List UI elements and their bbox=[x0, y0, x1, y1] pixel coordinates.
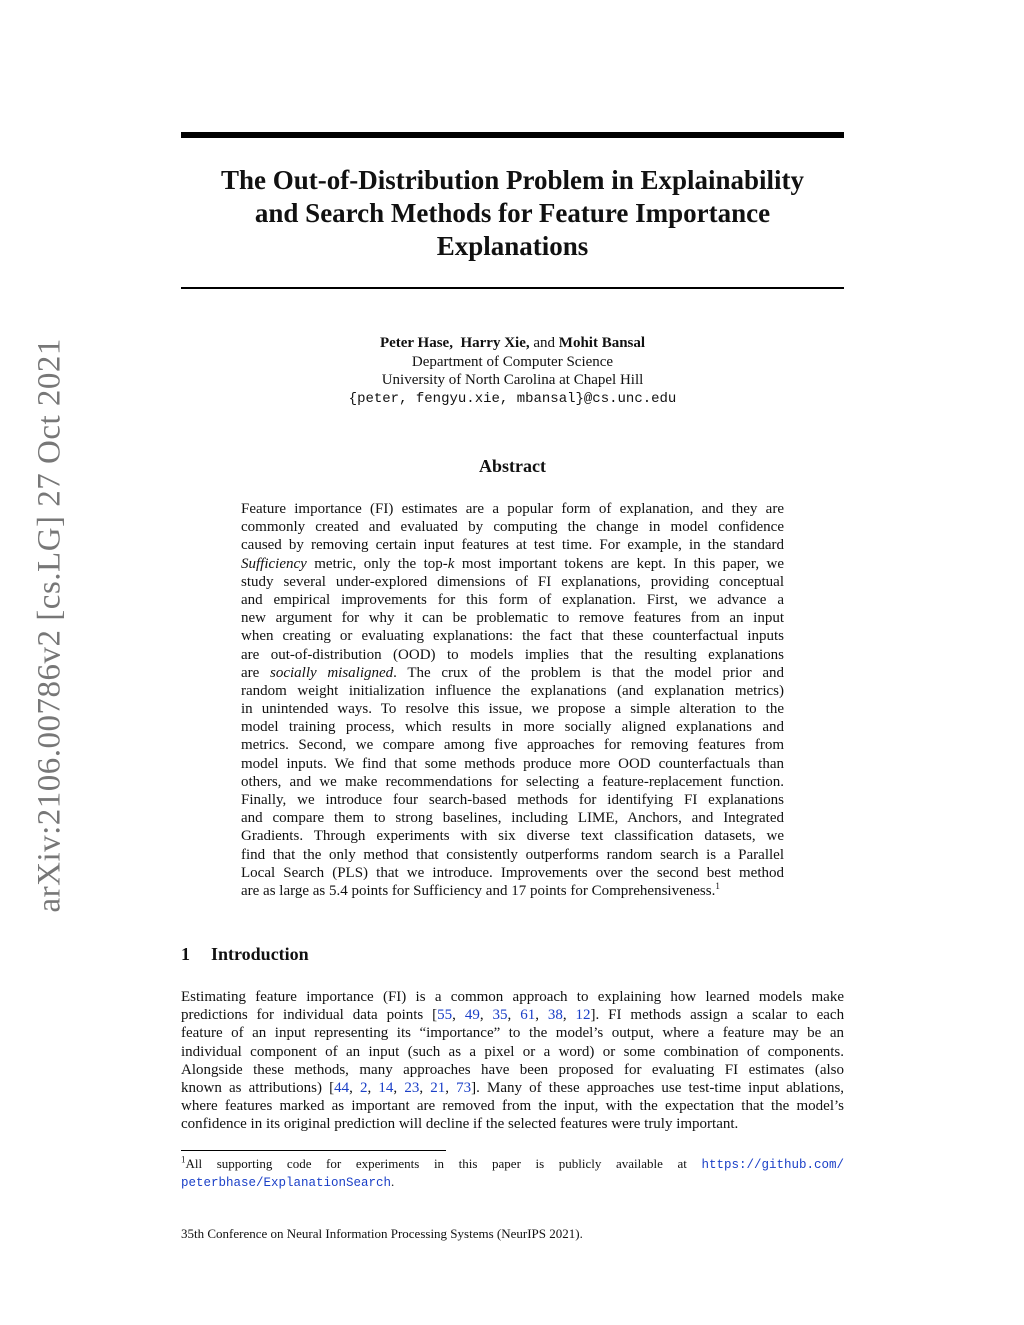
abstract-line: and compare them to strong baselines, including LIME, Anchors, and Integrated bbox=[241, 810, 784, 827]
footnote-line bbox=[181, 1156, 844, 1174]
author-name: Peter Hase, bbox=[379, 335, 453, 351]
title-bottom-rule bbox=[181, 287, 844, 289]
abstract-line: others, and we make recommendations for selecting a feature-replacement function. bbox=[241, 773, 784, 790]
abstract-last-text: are as large as 5.4 points for Sufficiency and 17 points for Comprehensiveness. bbox=[241, 882, 716, 899]
intro-line: individual component of an input (such as a pixel or a word) or some combination of components. bbox=[181, 1043, 844, 1060]
abstract-line: Sufficiency metric, only the top-k most important tokens are kept. In this paper, we bbox=[241, 555, 784, 572]
intro-line: Estimating feature importance (FI) is a common approach to explaining how learned models make bbox=[181, 989, 844, 1005]
title-line: and Search Methods for Feature Importance bbox=[254, 198, 771, 228]
arxiv-stamp: arXiv:2106.00786v2 [cs.LG] 27 Oct 2021 bbox=[31, 338, 68, 913]
abstract-line: new argument for why it can be problematic to remove features from an input bbox=[241, 610, 784, 627]
abstract-line: when creating or evaluating explanations: the fact that these counterfactual inputs bbox=[241, 628, 784, 645]
intro-line: Alongside these methods, many approaches have been proposed for evaluating FI estimates (also bbox=[181, 1061, 844, 1078]
abstract-line: study several under-explored dimensions of FI explanations, providing conceptual bbox=[241, 573, 784, 590]
abstract-line: in unintended ways. To resolve this issue, we propose a simple alteration to the bbox=[241, 701, 784, 718]
title-top-rule bbox=[181, 132, 844, 138]
abstract-line bbox=[241, 882, 784, 900]
abstract-line: find that the only method that consistently outperforms random search is a Parallel bbox=[241, 846, 784, 863]
author-name: Harry Xie, bbox=[460, 335, 530, 351]
footnote-link[interactable]: https://github.com/ bbox=[701, 1158, 845, 1172]
abstract-line: and empirical improvements for this form of explanation. First, we advance a bbox=[241, 591, 784, 608]
title-line: The Out-of-Distribution Problem in Explainability bbox=[220, 165, 805, 195]
abstract-body bbox=[241, 500, 784, 900]
abstract-line: commonly created and evaluated by computing the change in model confidence bbox=[241, 519, 784, 536]
abstract-line: Finally, we introduce four search-based methods for identifying FI explanations bbox=[241, 792, 784, 808]
footnote-link[interactable]: peterbhase/ExplanationSearch bbox=[181, 1176, 392, 1191]
abstract-line: Gradients. Through experiments with six diverse text classification datasets, we bbox=[241, 828, 784, 845]
abstract-heading: Abstract bbox=[479, 456, 546, 476]
intro-line: where features marked as important are removed from the input, with the expectation that the model’s bbox=[181, 1098, 844, 1115]
section-number: 1 bbox=[181, 944, 190, 964]
footnote-ref[interactable]: 1 bbox=[715, 880, 720, 891]
abstract-line: Feature importance (FI) estimates are a popular form of explanation, and they are bbox=[241, 501, 784, 517]
paper-title bbox=[181, 164, 844, 263]
footnote-end: . bbox=[391, 1174, 395, 1190]
intro-line: known as attributions) [44, 2, 14, 23, 21, 73]. Many of these approaches use test-time input ablations, bbox=[181, 1079, 845, 1096]
abstract-line: model training process, which results in more socially aligned explanations and bbox=[241, 719, 784, 736]
section-heading bbox=[181, 944, 309, 965]
author-name: Mohit Bansal bbox=[558, 335, 646, 351]
section-title: Introduction bbox=[211, 944, 309, 964]
abstract-line: metrics. Second, we compare among five approaches for removing features from bbox=[241, 737, 784, 754]
footnote bbox=[181, 1156, 844, 1192]
footnote-mark: 1 bbox=[181, 1154, 186, 1165]
author-block bbox=[181, 334, 844, 408]
intro-line: predictions for individual data points [55, 49, 35, 61, 38, 12]. FI methods assign a scalar to each bbox=[181, 1007, 845, 1024]
footnote-line bbox=[181, 1174, 844, 1192]
intro-line: confidence in its original prediction will decline if the selected features were truly important. bbox=[181, 1116, 739, 1133]
abstract-line: model inputs. We find that some methods produce more OOD counterfactuals than bbox=[241, 755, 784, 772]
footnote-text: All supporting code for experiments in this paper is publicly available at bbox=[185, 1156, 687, 1171]
abstract-line: are socially misaligned. The crux of the problem is that the model prior and bbox=[241, 664, 784, 681]
venue-note: 35th Conference on Neural Information Processing Systems (NeurIPS 2021). bbox=[181, 1226, 583, 1241]
university: University of North Carolina at Chapel Hill bbox=[381, 372, 644, 388]
footnote-rule bbox=[181, 1150, 446, 1151]
author-conjunction: and bbox=[533, 335, 556, 351]
abstract-line: are out-of-distribution (OOD) to models implies that the resulting explanations bbox=[241, 646, 784, 663]
intro-line: feature of an input representing its “importance” to the model’s output, where a feature may be an bbox=[181, 1025, 844, 1042]
abstract-line: Local Search (PLS) that we introduce. Improvements over the second best method bbox=[241, 864, 784, 881]
title-line: Explanations bbox=[436, 231, 589, 261]
author-emails: {peter, fengyu.xie, mbansal}@cs.unc.edu bbox=[348, 390, 677, 407]
intro-paragraph bbox=[181, 988, 844, 1134]
abstract-line: caused by removing certain input features at test time. For example, in the standard bbox=[241, 537, 784, 554]
abstract-line: random weight initialization influence the explanations (and explanation metrics) bbox=[241, 682, 784, 699]
department: Department of Computer Science bbox=[411, 353, 614, 370]
